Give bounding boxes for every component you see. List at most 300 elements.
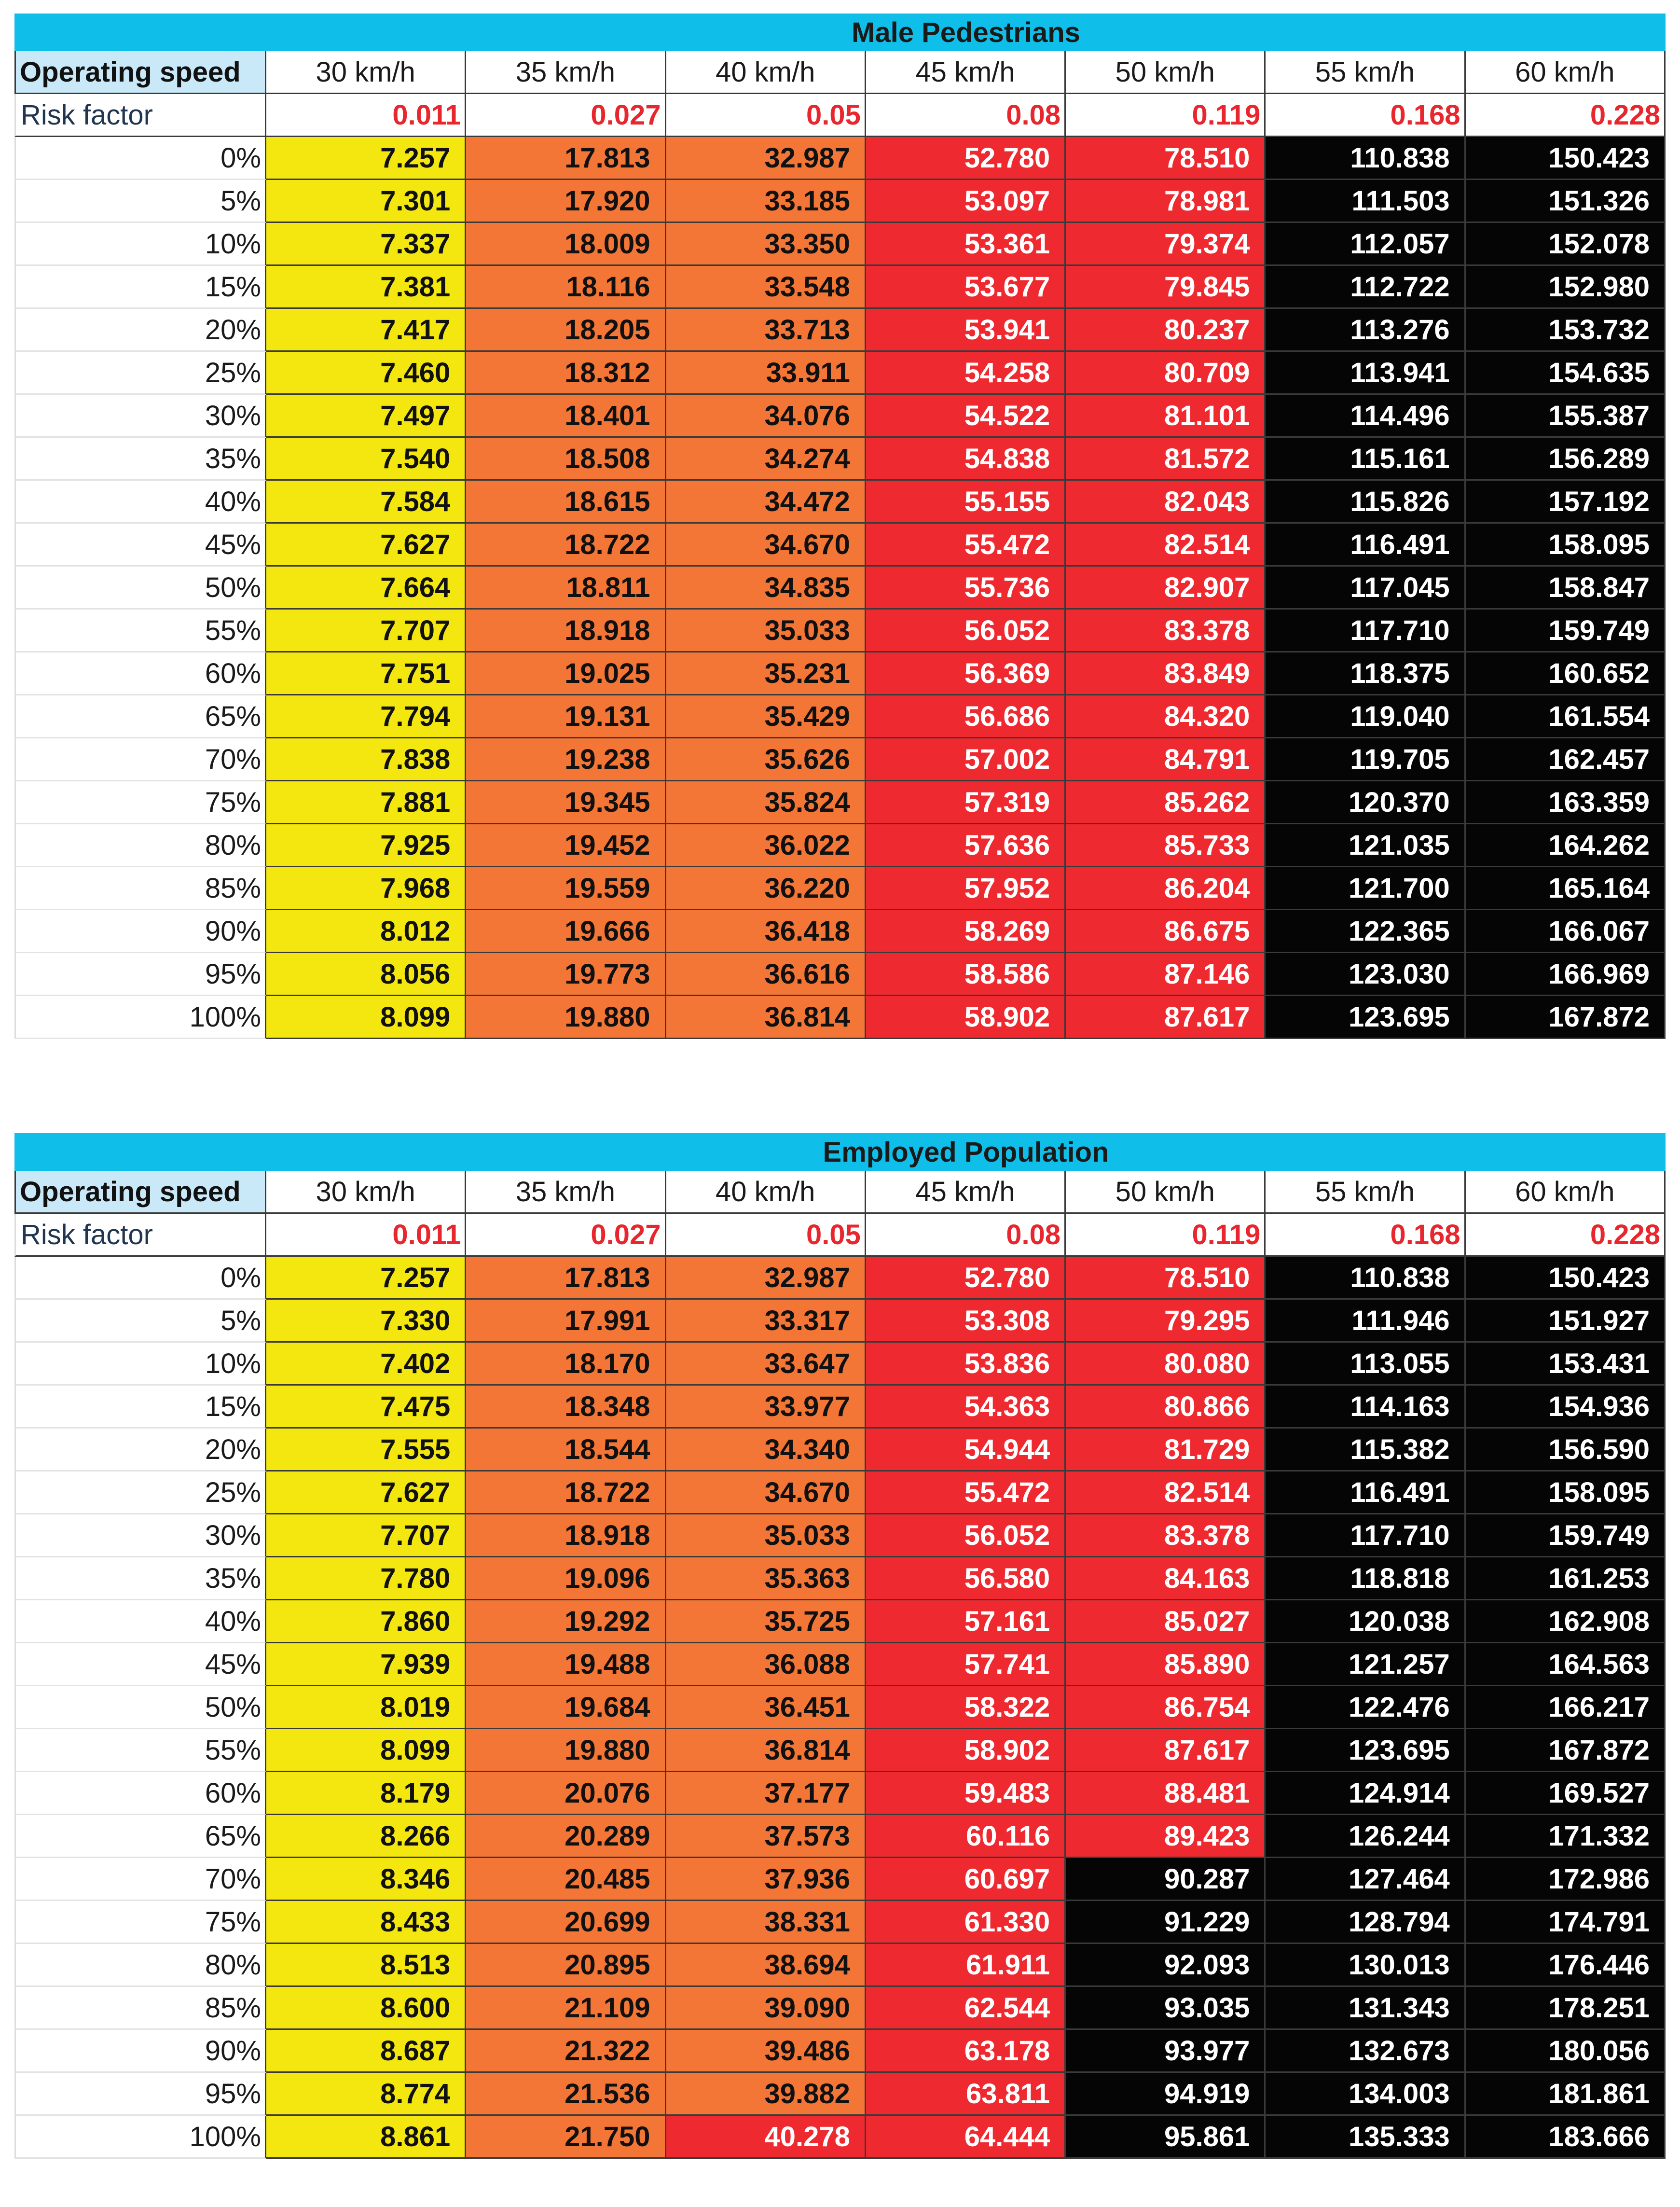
data-cell: 7.417 — [266, 309, 466, 352]
data-cell: 63.811 — [866, 2073, 1066, 2116]
operating-speed-label: Operating speed — [14, 51, 266, 94]
data-cell: 19.292 — [466, 1600, 666, 1643]
data-cell: 111.503 — [1266, 180, 1465, 223]
data-cell: 92.093 — [1066, 1944, 1266, 1987]
speed-header: 60 km/h — [1466, 1171, 1666, 1214]
row-percentage: 45% — [14, 524, 266, 567]
data-cell: 36.616 — [666, 953, 866, 996]
speed-header: 45 km/h — [866, 51, 1066, 94]
data-cell: 20.289 — [466, 1815, 666, 1858]
data-cell: 117.710 — [1266, 610, 1465, 652]
risk-factor-value: 0.228 — [1466, 94, 1666, 137]
data-cell: 80.237 — [1066, 309, 1266, 352]
data-cell: 124.914 — [1266, 1772, 1465, 1815]
speed-header: 60 km/h — [1466, 51, 1666, 94]
data-cell: 58.586 — [866, 953, 1066, 996]
data-cell: 53.677 — [866, 266, 1066, 309]
data-cell: 36.220 — [666, 867, 866, 910]
data-cell: 39.090 — [666, 1987, 866, 2030]
data-cell: 81.572 — [1066, 438, 1266, 481]
data-cell: 166.969 — [1466, 953, 1666, 996]
data-cell: 7.497 — [266, 395, 466, 438]
data-cell: 87.146 — [1066, 953, 1266, 996]
risk-factor-value: 0.05 — [666, 94, 866, 137]
table-title: Male Pedestrians — [14, 14, 1666, 51]
data-cell: 83.378 — [1066, 610, 1266, 652]
data-cell: 7.751 — [266, 652, 466, 695]
row-percentage: 55% — [14, 1729, 266, 1772]
data-cell: 120.370 — [1266, 781, 1465, 824]
row-percentage: 15% — [14, 266, 266, 309]
data-cell: 36.022 — [666, 824, 866, 867]
data-cell: 126.244 — [1266, 1815, 1465, 1858]
data-cell: 55.472 — [866, 1471, 1066, 1514]
data-cell: 20.076 — [466, 1772, 666, 1815]
data-cell: 115.826 — [1266, 481, 1465, 524]
data-cell: 78.981 — [1066, 180, 1266, 223]
data-cell: 162.457 — [1466, 738, 1666, 781]
data-cell: 135.333 — [1266, 2116, 1465, 2159]
speed-header: 55 km/h — [1266, 51, 1465, 94]
data-cell: 54.944 — [866, 1429, 1066, 1471]
data-cell: 35.626 — [666, 738, 866, 781]
data-cell: 7.707 — [266, 610, 466, 652]
risk-factor-value: 0.05 — [666, 1214, 866, 1257]
data-cell: 159.749 — [1466, 1514, 1666, 1557]
data-cell: 165.164 — [1466, 867, 1666, 910]
data-cell: 18.009 — [466, 223, 666, 266]
row-percentage: 95% — [14, 2073, 266, 2116]
row-percentage: 35% — [14, 1557, 266, 1600]
data-cell: 53.361 — [866, 223, 1066, 266]
data-cell: 123.695 — [1266, 1729, 1465, 1772]
data-cell: 153.732 — [1466, 309, 1666, 352]
data-cell: 86.754 — [1066, 1686, 1266, 1729]
data-cell: 84.320 — [1066, 695, 1266, 738]
data-cell: 56.369 — [866, 652, 1066, 695]
row-percentage: 0% — [14, 1257, 266, 1300]
row-percentage: 55% — [14, 610, 266, 652]
data-cell: 34.472 — [666, 481, 866, 524]
data-cell: 8.266 — [266, 1815, 466, 1858]
row-percentage: 40% — [14, 1600, 266, 1643]
data-cell: 87.617 — [1066, 1729, 1266, 1772]
row-percentage: 0% — [14, 137, 266, 180]
data-cell: 57.161 — [866, 1600, 1066, 1643]
row-percentage: 50% — [14, 567, 266, 610]
data-cell: 21.109 — [466, 1987, 666, 2030]
data-cell: 18.722 — [466, 1471, 666, 1514]
data-cell: 159.749 — [1466, 610, 1666, 652]
data-cell: 180.056 — [1466, 2030, 1666, 2073]
data-cell: 160.652 — [1466, 652, 1666, 695]
data-cell: 79.295 — [1066, 1300, 1266, 1343]
data-cell: 183.666 — [1466, 2116, 1666, 2159]
data-cell: 83.378 — [1066, 1514, 1266, 1557]
data-cell: 7.627 — [266, 524, 466, 567]
row-percentage: 40% — [14, 481, 266, 524]
data-cell: 33.185 — [666, 180, 866, 223]
data-cell: 17.813 — [466, 137, 666, 180]
data-cell: 155.387 — [1466, 395, 1666, 438]
data-cell: 7.881 — [266, 781, 466, 824]
data-cell: 58.902 — [866, 1729, 1066, 1772]
data-cell: 181.861 — [1466, 2073, 1666, 2116]
data-cell: 122.476 — [1266, 1686, 1465, 1729]
data-cell: 35.363 — [666, 1557, 866, 1600]
table-grid — [14, 1171, 1666, 2159]
data-cell: 18.401 — [466, 395, 666, 438]
data-cell: 154.635 — [1466, 352, 1666, 395]
data-cell: 7.707 — [266, 1514, 466, 1557]
risk-factor-value: 0.119 — [1066, 1214, 1266, 1257]
data-cell: 167.872 — [1466, 1729, 1666, 1772]
data-cell: 39.882 — [666, 2073, 866, 2116]
data-cell: 132.673 — [1266, 2030, 1465, 2073]
row-percentage: 95% — [14, 953, 266, 996]
data-cell: 81.101 — [1066, 395, 1266, 438]
data-cell: 79.374 — [1066, 223, 1266, 266]
row-percentage: 20% — [14, 1429, 266, 1471]
row-percentage: 45% — [14, 1643, 266, 1686]
data-cell: 152.078 — [1466, 223, 1666, 266]
data-cell: 55.472 — [866, 524, 1066, 567]
data-cell: 20.895 — [466, 1944, 666, 1987]
data-cell: 18.918 — [466, 610, 666, 652]
data-cell: 17.813 — [466, 1257, 666, 1300]
speed-header: 55 km/h — [1266, 1171, 1465, 1214]
risk-factor-label: Risk factor — [14, 94, 266, 137]
data-cell: 58.902 — [866, 996, 1066, 1039]
risk-factor-value: 0.168 — [1266, 1214, 1465, 1257]
data-cell: 21.322 — [466, 2030, 666, 2073]
data-cell: 8.433 — [266, 1901, 466, 1944]
data-cell: 52.780 — [866, 1257, 1066, 1300]
row-percentage: 90% — [14, 910, 266, 953]
data-cell: 8.012 — [266, 910, 466, 953]
data-cell: 57.319 — [866, 781, 1066, 824]
data-cell: 18.544 — [466, 1429, 666, 1471]
data-cell: 90.287 — [1066, 1858, 1266, 1901]
data-cell: 91.229 — [1066, 1901, 1266, 1944]
data-cell: 151.927 — [1466, 1300, 1666, 1343]
data-cell: 35.231 — [666, 652, 866, 695]
data-cell: 57.636 — [866, 824, 1066, 867]
data-cell: 20.485 — [466, 1858, 666, 1901]
row-percentage: 15% — [14, 1386, 266, 1429]
data-cell: 19.238 — [466, 738, 666, 781]
data-cell: 156.289 — [1466, 438, 1666, 481]
speed-header: 50 km/h — [1066, 1171, 1266, 1214]
row-percentage: 20% — [14, 309, 266, 352]
row-percentage: 80% — [14, 1944, 266, 1987]
data-cell: 35.429 — [666, 695, 866, 738]
data-cell: 130.013 — [1266, 1944, 1465, 1987]
data-cell: 119.040 — [1266, 695, 1465, 738]
data-cell: 40.278 — [666, 2116, 866, 2159]
data-cell: 60.697 — [866, 1858, 1066, 1901]
row-percentage: 65% — [14, 1815, 266, 1858]
data-cell: 151.326 — [1466, 180, 1666, 223]
data-cell: 57.002 — [866, 738, 1066, 781]
data-cell: 114.496 — [1266, 395, 1465, 438]
data-cell: 35.725 — [666, 1600, 866, 1643]
data-cell: 7.664 — [266, 567, 466, 610]
data-cell: 122.365 — [1266, 910, 1465, 953]
data-cell: 7.402 — [266, 1343, 466, 1386]
table-grid — [14, 51, 1666, 1039]
data-cell: 56.052 — [866, 610, 1066, 652]
risk-factor-value: 0.011 — [266, 94, 466, 137]
data-cell: 17.920 — [466, 180, 666, 223]
employed-population-table — [14, 1133, 1666, 2159]
data-cell: 78.510 — [1066, 137, 1266, 180]
row-percentage: 60% — [14, 652, 266, 695]
data-cell: 84.791 — [1066, 738, 1266, 781]
data-cell: 95.861 — [1066, 2116, 1266, 2159]
risk-factor-value: 0.228 — [1466, 1214, 1666, 1257]
data-cell: 7.584 — [266, 481, 466, 524]
row-percentage: 30% — [14, 1514, 266, 1557]
data-cell: 85.890 — [1066, 1643, 1266, 1686]
data-cell: 33.977 — [666, 1386, 866, 1429]
data-cell: 17.991 — [466, 1300, 666, 1343]
data-cell: 82.907 — [1066, 567, 1266, 610]
data-cell: 79.845 — [1066, 266, 1266, 309]
data-cell: 112.722 — [1266, 266, 1465, 309]
data-cell: 35.033 — [666, 610, 866, 652]
row-percentage: 75% — [14, 781, 266, 824]
data-cell: 54.838 — [866, 438, 1066, 481]
data-cell: 36.088 — [666, 1643, 866, 1686]
data-cell: 8.179 — [266, 1772, 466, 1815]
row-percentage: 50% — [14, 1686, 266, 1729]
data-cell: 7.860 — [266, 1600, 466, 1643]
data-cell: 161.554 — [1466, 695, 1666, 738]
data-cell: 167.872 — [1466, 996, 1666, 1039]
risk-factor-value: 0.027 — [466, 1214, 666, 1257]
data-cell: 7.968 — [266, 867, 466, 910]
data-cell: 117.710 — [1266, 1514, 1465, 1557]
data-cell: 53.308 — [866, 1300, 1066, 1343]
data-cell: 19.684 — [466, 1686, 666, 1729]
risk-factor-value: 0.011 — [266, 1214, 466, 1257]
data-cell: 34.670 — [666, 524, 866, 567]
data-cell: 82.514 — [1066, 1471, 1266, 1514]
data-cell: 115.382 — [1266, 1429, 1465, 1471]
data-cell: 59.483 — [866, 1772, 1066, 1815]
data-cell: 52.780 — [866, 137, 1066, 180]
row-percentage: 35% — [14, 438, 266, 481]
data-cell: 89.423 — [1066, 1815, 1266, 1858]
data-cell: 123.695 — [1266, 996, 1465, 1039]
row-percentage: 30% — [14, 395, 266, 438]
data-cell: 171.332 — [1466, 1815, 1666, 1858]
data-cell: 53.836 — [866, 1343, 1066, 1386]
data-cell: 121.257 — [1266, 1643, 1465, 1686]
row-percentage: 70% — [14, 1858, 266, 1901]
data-cell: 19.559 — [466, 867, 666, 910]
data-cell: 118.375 — [1266, 652, 1465, 695]
data-cell: 18.312 — [466, 352, 666, 395]
data-cell: 116.491 — [1266, 1471, 1465, 1514]
data-cell: 120.038 — [1266, 1600, 1465, 1643]
data-cell: 87.617 — [1066, 996, 1266, 1039]
data-cell: 7.627 — [266, 1471, 466, 1514]
data-cell: 34.076 — [666, 395, 866, 438]
data-cell: 7.794 — [266, 695, 466, 738]
data-cell: 115.161 — [1266, 438, 1465, 481]
data-cell: 162.908 — [1466, 1600, 1666, 1643]
speed-header: 35 km/h — [466, 51, 666, 94]
data-cell: 36.814 — [666, 996, 866, 1039]
data-cell: 7.337 — [266, 223, 466, 266]
data-cell: 178.251 — [1466, 1987, 1666, 2030]
data-cell: 158.847 — [1466, 567, 1666, 610]
data-cell: 34.340 — [666, 1429, 866, 1471]
data-cell: 19.452 — [466, 824, 666, 867]
data-cell: 61.911 — [866, 1944, 1066, 1987]
data-cell: 8.056 — [266, 953, 466, 996]
data-cell: 7.301 — [266, 180, 466, 223]
data-cell: 57.952 — [866, 867, 1066, 910]
data-cell: 58.269 — [866, 910, 1066, 953]
data-cell: 34.670 — [666, 1471, 866, 1514]
data-cell: 172.986 — [1466, 1858, 1666, 1901]
risk-factor-value: 0.119 — [1066, 94, 1266, 137]
data-cell: 54.363 — [866, 1386, 1066, 1429]
data-cell: 8.099 — [266, 1729, 466, 1772]
data-cell: 35.033 — [666, 1514, 866, 1557]
data-cell: 58.322 — [866, 1686, 1066, 1729]
data-cell: 152.980 — [1466, 266, 1666, 309]
data-cell: 86.675 — [1066, 910, 1266, 953]
data-cell: 33.350 — [666, 223, 866, 266]
data-cell: 18.722 — [466, 524, 666, 567]
data-cell: 93.977 — [1066, 2030, 1266, 2073]
data-cell: 164.563 — [1466, 1643, 1666, 1686]
data-cell: 33.911 — [666, 352, 866, 395]
data-cell: 21.536 — [466, 2073, 666, 2116]
data-cell: 174.791 — [1466, 1901, 1666, 1944]
data-cell: 56.580 — [866, 1557, 1066, 1600]
data-cell: 163.359 — [1466, 781, 1666, 824]
data-cell: 7.925 — [266, 824, 466, 867]
data-cell: 8.861 — [266, 2116, 466, 2159]
row-percentage: 75% — [14, 1901, 266, 1944]
data-cell: 8.019 — [266, 1686, 466, 1729]
data-cell: 158.095 — [1466, 524, 1666, 567]
data-cell: 55.736 — [866, 567, 1066, 610]
data-cell: 84.163 — [1066, 1557, 1266, 1600]
data-cell: 156.590 — [1466, 1429, 1666, 1471]
data-cell: 38.694 — [666, 1944, 866, 1987]
data-cell: 161.253 — [1466, 1557, 1666, 1600]
data-cell: 113.276 — [1266, 309, 1465, 352]
data-cell: 7.257 — [266, 1257, 466, 1300]
data-cell: 38.331 — [666, 1901, 866, 1944]
risk-factor-value: 0.168 — [1266, 94, 1465, 137]
data-cell: 81.729 — [1066, 1429, 1266, 1471]
data-cell: 7.381 — [266, 266, 466, 309]
data-cell: 82.043 — [1066, 481, 1266, 524]
data-cell: 7.540 — [266, 438, 466, 481]
data-cell: 33.713 — [666, 309, 866, 352]
row-percentage: 100% — [14, 996, 266, 1039]
data-cell: 18.918 — [466, 1514, 666, 1557]
data-cell: 82.514 — [1066, 524, 1266, 567]
data-cell: 62.544 — [866, 1987, 1066, 2030]
data-cell: 19.096 — [466, 1557, 666, 1600]
data-cell: 18.205 — [466, 309, 666, 352]
data-cell: 80.866 — [1066, 1386, 1266, 1429]
data-cell: 18.116 — [466, 266, 666, 309]
speed-header: 30 km/h — [266, 1171, 466, 1214]
data-cell: 169.527 — [1466, 1772, 1666, 1815]
row-percentage: 60% — [14, 1772, 266, 1815]
data-cell: 8.099 — [266, 996, 466, 1039]
data-cell: 19.488 — [466, 1643, 666, 1686]
data-cell: 131.343 — [1266, 1987, 1465, 2030]
data-cell: 113.055 — [1266, 1343, 1465, 1386]
data-cell: 18.508 — [466, 438, 666, 481]
data-cell: 8.774 — [266, 2073, 466, 2116]
risk-factor-value: 0.027 — [466, 94, 666, 137]
data-cell: 123.030 — [1266, 953, 1465, 996]
data-cell: 86.204 — [1066, 867, 1266, 910]
row-percentage: 85% — [14, 867, 266, 910]
data-cell: 34.274 — [666, 438, 866, 481]
data-cell: 164.262 — [1466, 824, 1666, 867]
data-cell: 18.615 — [466, 481, 666, 524]
speed-header: 40 km/h — [666, 51, 866, 94]
data-cell: 61.330 — [866, 1901, 1066, 1944]
data-cell: 54.522 — [866, 395, 1066, 438]
data-cell: 33.548 — [666, 266, 866, 309]
data-cell: 110.838 — [1266, 137, 1465, 180]
speed-header: 50 km/h — [1066, 51, 1266, 94]
data-cell: 21.750 — [466, 2116, 666, 2159]
data-cell: 56.686 — [866, 695, 1066, 738]
data-cell: 7.475 — [266, 1386, 466, 1429]
data-cell: 110.838 — [1266, 1257, 1465, 1300]
data-cell: 36.418 — [666, 910, 866, 953]
data-cell: 32.987 — [666, 137, 866, 180]
data-cell: 127.464 — [1266, 1858, 1465, 1901]
risk-factor-value: 0.08 — [866, 1214, 1066, 1257]
data-cell: 54.258 — [866, 352, 1066, 395]
data-cell: 94.919 — [1066, 2073, 1266, 2116]
row-percentage: 65% — [14, 695, 266, 738]
data-cell: 19.773 — [466, 953, 666, 996]
data-cell: 34.835 — [666, 567, 866, 610]
data-cell: 37.177 — [666, 1772, 866, 1815]
data-cell: 112.057 — [1266, 223, 1465, 266]
data-cell: 33.647 — [666, 1343, 866, 1386]
data-cell: 88.481 — [1066, 1772, 1266, 1815]
data-cell: 153.431 — [1466, 1343, 1666, 1386]
row-percentage: 90% — [14, 2030, 266, 2073]
data-cell: 20.699 — [466, 1901, 666, 1944]
data-cell: 113.941 — [1266, 352, 1465, 395]
data-cell: 53.097 — [866, 180, 1066, 223]
table-title: Employed Population — [14, 1133, 1666, 1171]
row-percentage: 10% — [14, 223, 266, 266]
data-cell: 53.941 — [866, 309, 1066, 352]
speed-header: 40 km/h — [666, 1171, 866, 1214]
data-cell: 116.491 — [1266, 524, 1465, 567]
data-cell: 114.163 — [1266, 1386, 1465, 1429]
